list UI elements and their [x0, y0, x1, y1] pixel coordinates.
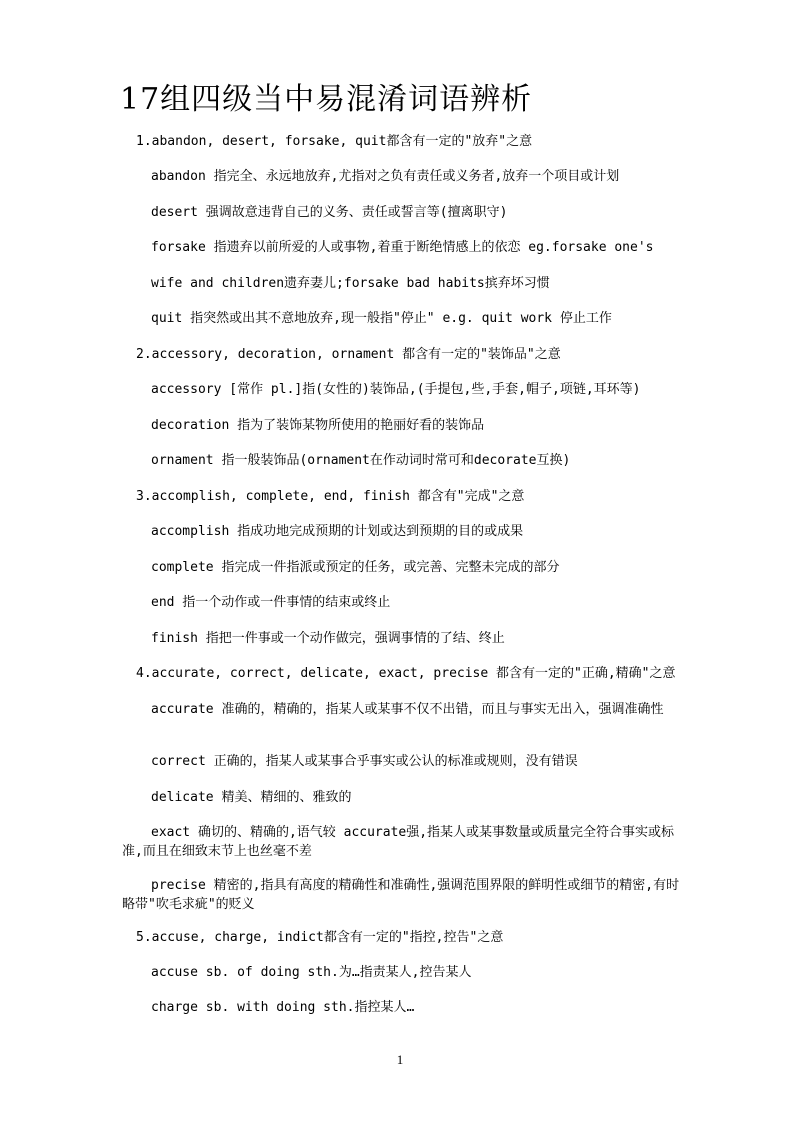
definition-line: accessory [常作 pl.]指(女性的)装饰品,(手提包,些,手套,帽子,项链,耳环等)	[151, 382, 641, 397]
definition-line: charge sb. with doing sth.指控某人…	[151, 1000, 415, 1015]
definition-line: desert 强调故意违背自己的义务、责任或誓言等(擅离职守)	[151, 205, 508, 220]
section-heading-5: 5.accuse, charge, indict都含有一定的"指控,控告"之意	[136, 930, 504, 945]
section-heading-1: 1.abandon, desert, forsake, quit都含有一定的"放弃"之意	[136, 134, 533, 149]
section-heading-3: 3.accomplish, complete, end, finish 都含有"完成"之意	[136, 489, 525, 504]
definition-line: complete 指完成一件指派或预定的任务，或完善、完整未完成的部分	[151, 560, 560, 575]
section-heading-4: 4.accurate, correct, delicate, exact, precise 都含有一定的"正确,精确"之意	[136, 666, 676, 681]
definition-paragraph: accurate 准确的，精确的，指某人或某事不仅不出错，而且与事实无出入，强调准确性	[151, 702, 664, 717]
definition-line: forsake 指遗弃以前所爱的人或事物,着重于断绝情感上的依恋 eg.forsake one's	[151, 240, 654, 255]
definition-line: ornament 指一般装饰品(ornament在作动词时常可和decorate互换)	[151, 453, 571, 468]
definition-line: decoration 指为了装饰某物所使用的艳丽好看的装饰品	[151, 418, 485, 433]
definition-line: quit 指突然或出其不意地放弃,现一般指"停止" e.g. quit work 停止工作	[151, 311, 612, 326]
definition-line: delicate 精美、精细的、雅致的	[151, 790, 352, 805]
document-title: 17组四级当中易混淆词语辨析	[120, 82, 533, 117]
definition-line: end 指一个动作或一件事情的结束或终止	[151, 595, 391, 610]
page-number: 1	[396, 1052, 404, 1067]
definition-line: correct 正确的，指某人或某事合乎事实或公认的标准或规则，没有错误	[151, 754, 578, 769]
definition-line: accomplish 指成功地完成预期的计划或达到预期的目的或成果	[151, 524, 524, 539]
definition-line: abandon 指完全、永远地放弃,尤指对之负有责任或义务者,放弃一个项目或计划	[151, 169, 620, 184]
definition-paragraph: precise 精密的,指具有高度的精确性和准确性,强调范围界限的鲜明性或细节的精密,有时略带"吹毛求疵"的贬义	[122, 878, 680, 912]
definition-line: accuse sb. of doing sth.为…指责某人,控告某人	[151, 965, 472, 980]
section-heading-2: 2.accessory, decoration, ornament 都含有一定的"装饰品"之意	[136, 347, 561, 362]
definition-line: finish 指把一件事或一个动作做完，强调事情的了结、终止	[151, 631, 505, 646]
definition-paragraph: exact 确切的、精确的,语气较 accurate强,指某人或某事数量或质量完全符合事实或标准,而且在细致末节上也丝毫不差	[122, 825, 675, 859]
definition-line: wife and children遗弃妻儿;forsake bad habits摈弃坏习惯	[151, 276, 550, 291]
